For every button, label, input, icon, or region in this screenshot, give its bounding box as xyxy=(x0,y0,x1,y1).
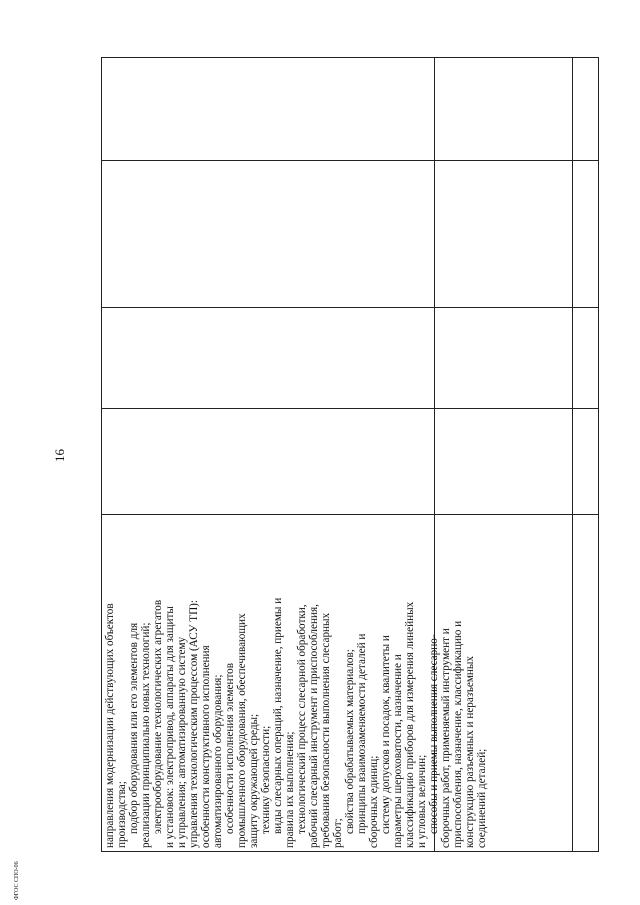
text-line: сборочных работ, применяемый инструмент и xyxy=(440,628,452,848)
text-line: конструкцию разъемных и неразъемных xyxy=(464,655,476,848)
text-line: систему допусков и посадок, квалитеты и xyxy=(380,635,392,834)
text-line: электрооборудование технологических агрегатов xyxy=(152,599,164,834)
text-line: технику безопасности; xyxy=(260,725,272,834)
text-line: технологический процесс слесарной обработки, xyxy=(296,604,308,834)
text-line: и угловых величин; xyxy=(416,754,428,848)
column-divider-2 xyxy=(572,58,573,851)
text-line: защиту окружающей среды; xyxy=(248,713,260,848)
text-line: соединений деталей; xyxy=(476,748,488,848)
text-line: принципы взаимозаменяемости деталей и xyxy=(356,633,368,834)
competency-text xyxy=(102,514,496,851)
footer-code: ФГОС СПО-06 xyxy=(14,861,20,900)
text-line: промышленного оборудования, обеспечивающих xyxy=(236,613,248,848)
text-line: виды слесарных операций, назначение, приемы и xyxy=(272,597,284,834)
text-line: правила их выполнения; xyxy=(284,731,296,848)
text-line: свойства обрабатываемых материалов; xyxy=(344,649,356,834)
text-line: особенности исполнения элементов xyxy=(224,662,236,834)
text-line: и управления; автоматизированную систему xyxy=(176,636,188,848)
text-line: производства; xyxy=(116,781,128,848)
text-line: требования безопасности выполнения слесарных xyxy=(320,612,332,848)
text-line: автоматизированного оборудования; xyxy=(212,674,224,848)
row-divider-2 xyxy=(102,307,598,308)
text-line: приспособления, назначение, классификацию и xyxy=(452,620,464,848)
page-number: 16 xyxy=(52,449,67,462)
text-line: работ; xyxy=(332,818,344,848)
competency-text-cell xyxy=(102,514,496,851)
text-line: параметры шероховатости, назначение и xyxy=(392,654,404,848)
text-line: способы и приемы выполнения слесарно- xyxy=(428,634,440,834)
text-line: направления модернизации действующих объектов xyxy=(104,603,116,848)
row-divider-1 xyxy=(102,160,598,161)
text-line: сборочных единиц; xyxy=(368,755,380,848)
row-divider-3 xyxy=(102,408,598,409)
text-line: подбор оборудования или его элементов для xyxy=(128,622,140,834)
text-line: классификацию приборов для измерения линейных xyxy=(404,601,416,848)
text-line: реализации принципиально новых технологий; xyxy=(140,622,152,848)
text-line: рабочий слесарный инструмент и приспособления, xyxy=(308,604,320,848)
text-line: особенности конструктивного исполнения xyxy=(200,645,212,848)
text-line: управления технологическим процессом (АСУ ТП): xyxy=(188,600,200,848)
text-line: и установок: электропривод, аппараты для защиты xyxy=(164,606,176,848)
